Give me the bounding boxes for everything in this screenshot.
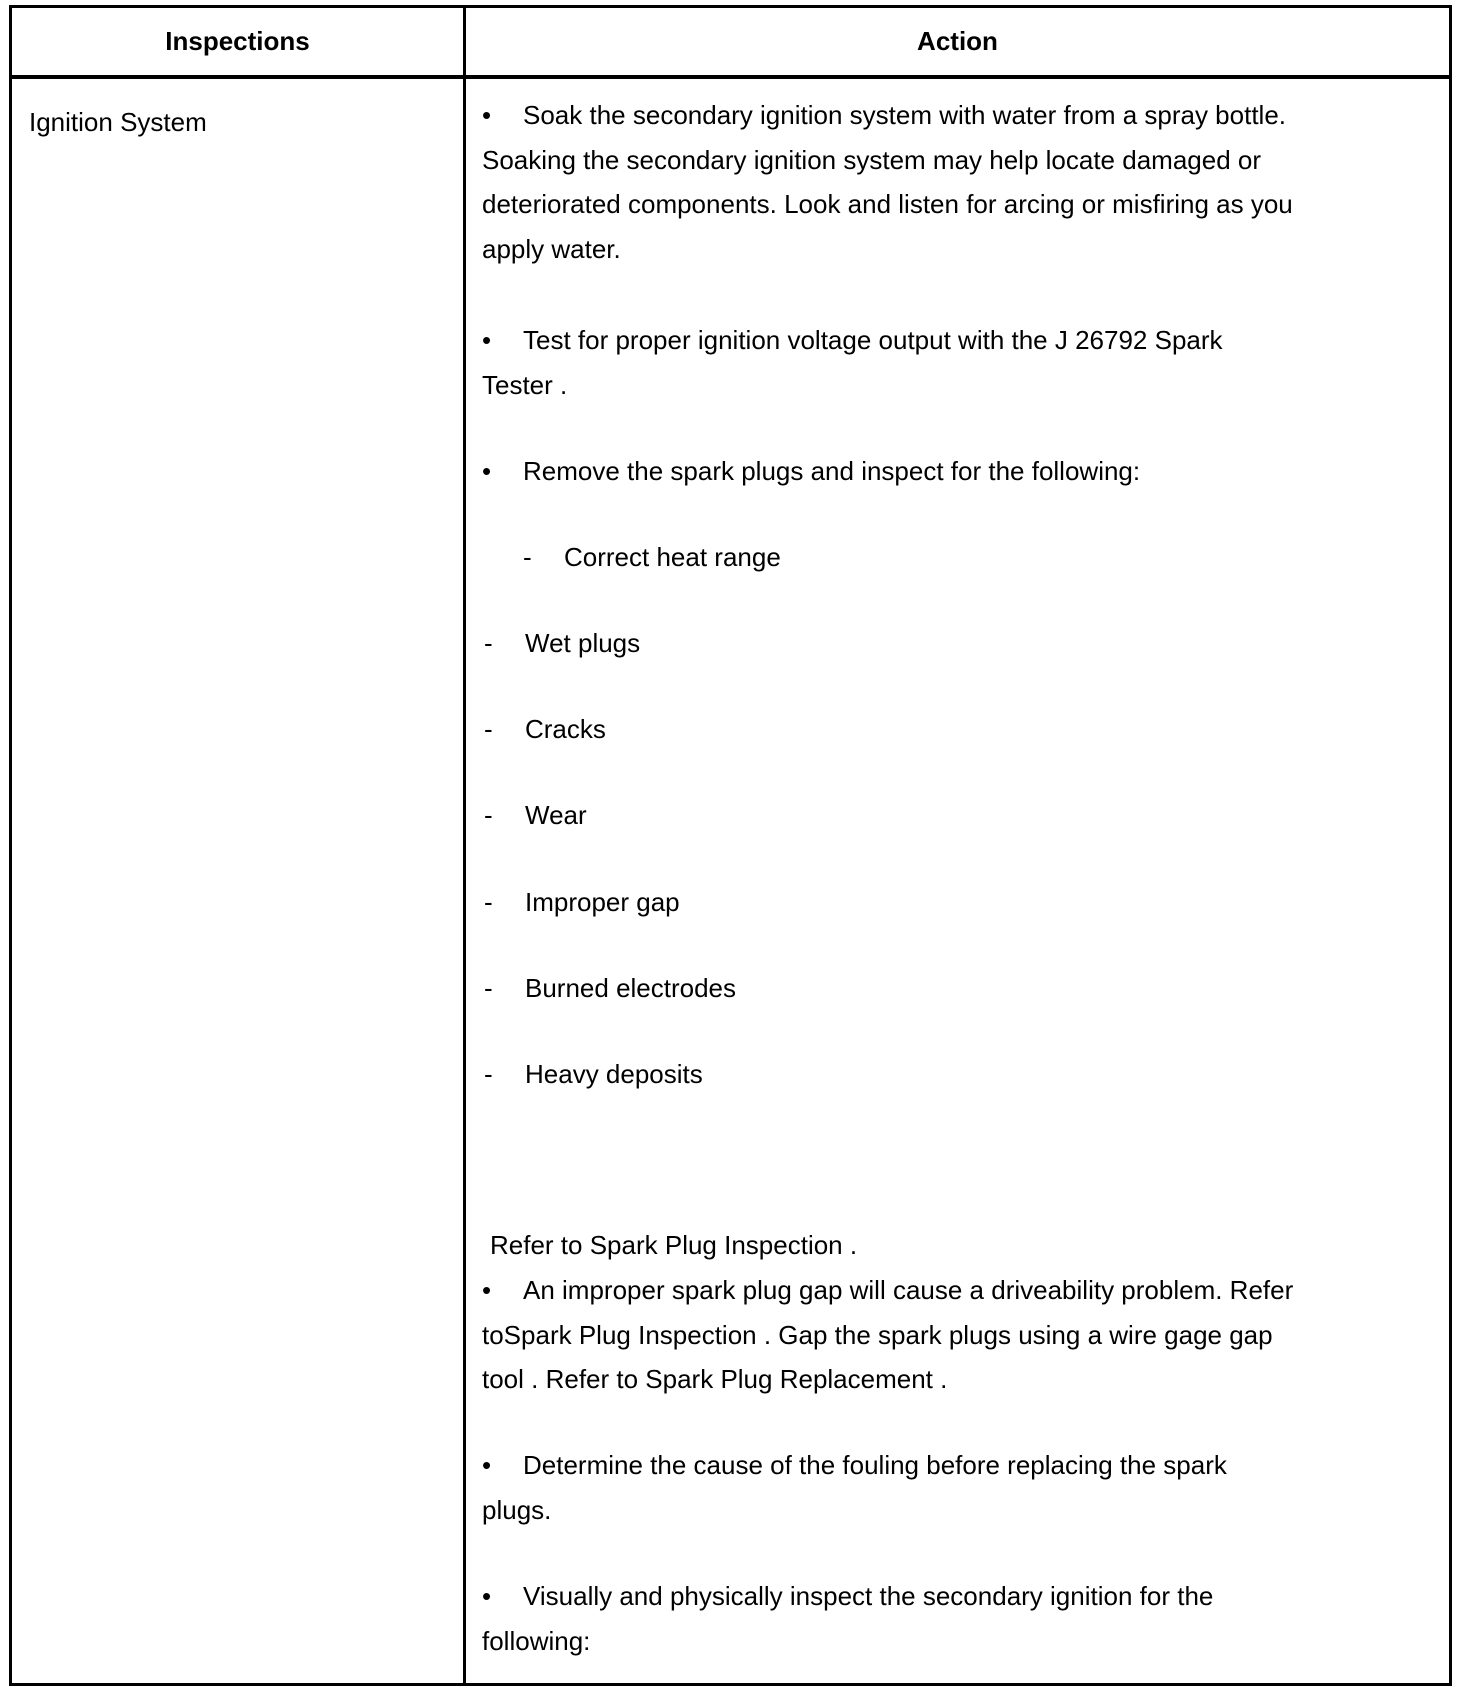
sub-item-3: - Cracks xyxy=(484,707,606,752)
action-item-3-line-1: • Remove the spark plugs and inspect for the following: xyxy=(482,449,1140,494)
sub-item-7: - Heavy deposits xyxy=(484,1052,703,1097)
dash-symbol: - xyxy=(484,887,493,917)
sub-item-2: - Wet plugs xyxy=(484,621,640,666)
dash-symbol: - xyxy=(484,714,493,744)
bullet-symbol: • xyxy=(482,456,492,486)
bullet-symbol: • xyxy=(482,1275,492,1305)
header-inspections: Inspections xyxy=(165,26,310,56)
action-item-5 xyxy=(482,1443,1227,1532)
action-item-5-line-1: • Determine the cause of the fouling before replacing the spark xyxy=(482,1443,1227,1488)
action-item-6-line-2: following: xyxy=(482,1625,591,1656)
bullet-symbol: • xyxy=(482,100,492,130)
action-item-6 xyxy=(482,1574,1213,1663)
action-item-1-line-1: • Soak the secondary ignition system with water from a spray bottle. xyxy=(482,93,1293,138)
header-action: Action xyxy=(917,26,998,56)
action-item-1-line-4: apply water. xyxy=(482,233,621,264)
inspection-cell: Ignition System xyxy=(29,107,207,137)
action-item-1-line-2: Soaking the secondary ignition system may help locate damaged or xyxy=(482,144,1261,175)
dash-symbol: - xyxy=(484,628,493,658)
sub-item-6: - Burned electrodes xyxy=(484,966,736,1011)
sub-item-4: - Wear xyxy=(484,793,587,838)
header-divider xyxy=(12,75,1449,79)
action-item-1-line-3: deteriorated components. Look and listen for arcing or misfiring as you xyxy=(482,189,1293,219)
action-item-3 xyxy=(482,449,1140,494)
action-item-6-line-1: • Visually and physically inspect the secondary ignition for the xyxy=(482,1574,1213,1619)
refer-line: Refer to Spark Plug Inspection . xyxy=(490,1230,858,1260)
action-item-4-line-3: tool . Refer to Spark Plug Replacement . xyxy=(482,1364,948,1394)
action-item-4-line-2: toSpark Plug Inspection . Gap the spark plugs using a wire gage gap xyxy=(482,1319,1273,1350)
inspection-table xyxy=(9,5,1452,1686)
sub-item-5: - Improper gap xyxy=(484,880,680,925)
action-item-5-line-2: plugs. xyxy=(482,1494,552,1525)
action-item-2-line-2: Tester . xyxy=(482,369,568,400)
action-item-4-line-1: • An improper spark plug gap will cause a driveability problem. Refer xyxy=(482,1268,1293,1313)
dash-symbol: - xyxy=(484,800,493,830)
column-divider xyxy=(463,8,466,1683)
dash-symbol: - xyxy=(484,973,493,1003)
bullet-symbol: • xyxy=(482,325,492,355)
bullet-symbol: • xyxy=(482,1450,492,1480)
sub-item-1: - Correct heat range xyxy=(523,535,781,580)
action-item-2 xyxy=(482,318,1223,407)
bullet-symbol: • xyxy=(482,1581,492,1611)
action-item-4 xyxy=(482,1268,1293,1402)
action-item-1 xyxy=(482,93,1293,271)
dash-symbol: - xyxy=(523,542,532,572)
action-item-2-line-1: • Test for proper ignition voltage output with the J 26792 Spark xyxy=(482,318,1223,363)
dash-symbol: - xyxy=(484,1059,493,1089)
